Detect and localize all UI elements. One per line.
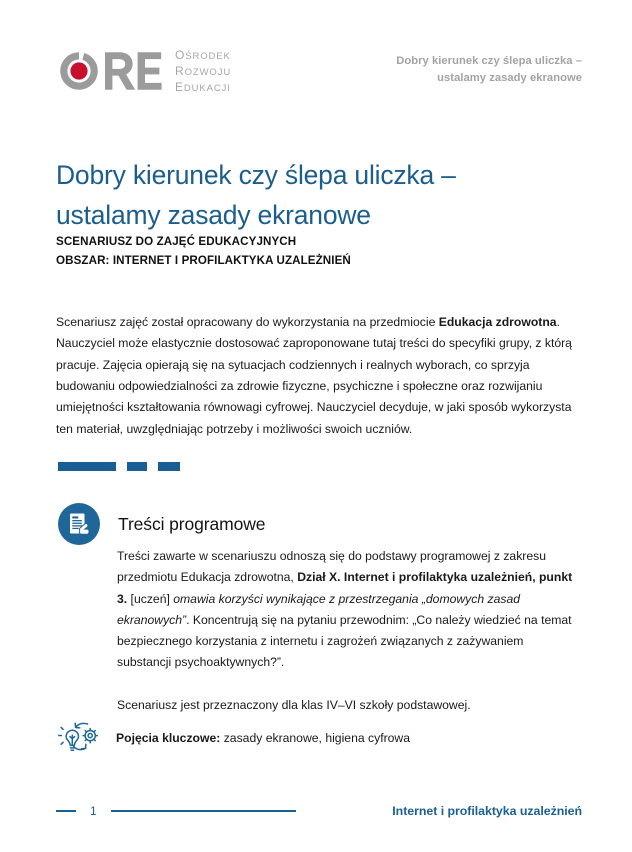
footer-title: Internet i profilaktyka uzależnień bbox=[392, 804, 582, 818]
logo-word-rozwoju: ROZWOJU bbox=[175, 64, 232, 78]
section-p1-part2: [uczeń] bbox=[127, 591, 174, 606]
running-header-line2: ustalamy zasady ekranowe bbox=[437, 72, 582, 84]
separator-dash-1 bbox=[58, 462, 116, 471]
page-title-line1: Dobry kierunek czy ślepa uliczka – bbox=[56, 159, 456, 190]
intro-text-part2: . Nauczyciel może elastycznie dostosować zaproponowane tutaj treści do specyfiki grupy, z którą pracuje. Zajęcia opierają się na sytuacjach codziennych i realnych wyborach, co sprzyja budowaniu odpowiedzialności za zdrowie fizyczne, psychiczne i społeczne oraz rozwijaniu umiejętności kształtowania równowagi cyfrowej. Nauczyciel decyduje, w jaki sposób wykorzysta ten materiał, uwzględniając potrzeby i możliwości swoich uczniów. bbox=[56, 315, 572, 436]
page-footer bbox=[56, 804, 582, 818]
section-p1-italic-quote: omawia korzyści wynikające z przestrzegania „domowych zasad ekranowych” bbox=[117, 591, 521, 627]
dash-separator bbox=[58, 462, 180, 471]
section-body bbox=[117, 546, 577, 716]
footer-dash bbox=[56, 810, 76, 812]
running-header-line1: Dobry kierunek czy ślepa uliczka – bbox=[396, 55, 582, 67]
ore-logo-mark bbox=[56, 48, 166, 94]
lightbulb-gear-icon bbox=[56, 716, 102, 758]
footer-rule bbox=[111, 810, 296, 812]
section-para1 bbox=[117, 549, 572, 669]
lightbulb-gear-icon-glyph bbox=[57, 718, 101, 756]
section-para2: Scenariusz jest przeznaczony dla klas IV–VI szkoły podstawowej. bbox=[117, 697, 471, 712]
separator-dash-2 bbox=[127, 462, 147, 471]
subtitle-line-scenariusz: SCENARIUSZ DO ZAJĘĆ EDUKACYJNYCH bbox=[56, 235, 297, 248]
section-p1-bold-dzial: Dział X. Internet i profilaktyka uzależnień, punkt 3. bbox=[117, 570, 573, 606]
key-concepts-value: zasady ekranowe, higiena cyfrowa bbox=[220, 730, 410, 745]
page-number: 1 bbox=[90, 804, 97, 818]
key-concepts-text bbox=[116, 727, 410, 748]
page-subtitle bbox=[56, 233, 576, 270]
separator-dash-3 bbox=[158, 462, 180, 471]
page-header bbox=[56, 47, 582, 109]
page-title-line2: ustalamy zasady ekranowe bbox=[56, 199, 371, 230]
intro-paragraph bbox=[56, 312, 572, 440]
logo-word-edukacji: EDUKACJI bbox=[175, 80, 231, 94]
section-p1-part1: Treści zawarte w scenariuszu odnoszą się do podstawy programowej z zakresu przedmiotu Edukacja zdrowotna, bbox=[117, 549, 547, 585]
section-p1-part3: . Koncentrują się na pytaniu przewodnim: „Co należy wiedzieć na temat bezpiecznego korzystania z internetu i zagrożeń związanych z zażywaniem substancji psychoaktywnych?”. bbox=[117, 612, 572, 670]
document-hand-icon bbox=[58, 503, 100, 545]
key-concepts-label: Pojęcia kluczowe: bbox=[116, 730, 221, 745]
key-concepts-row bbox=[56, 716, 576, 758]
subtitle-line-obszar: OBSZAR: INTERNET I PROFILAKTYKA UZALEŻNIEŃ bbox=[56, 253, 351, 267]
section-header-tresci-programowe bbox=[58, 503, 265, 545]
logo-word-osrodek: OŚRODEK bbox=[175, 48, 231, 62]
ore-logo-words bbox=[175, 47, 231, 95]
document-hand-icon-glyph bbox=[66, 511, 92, 537]
intro-bold-subject: Edukacja zdrowotna bbox=[438, 315, 557, 330]
section-title: Treści programowe bbox=[118, 513, 266, 534]
running-header-title bbox=[396, 47, 582, 87]
ore-logo bbox=[56, 47, 231, 95]
intro-text-part1: Scenariusz zajęć został opracowany do wykorzystania na przedmiocie bbox=[56, 315, 439, 330]
page-title bbox=[56, 155, 576, 235]
